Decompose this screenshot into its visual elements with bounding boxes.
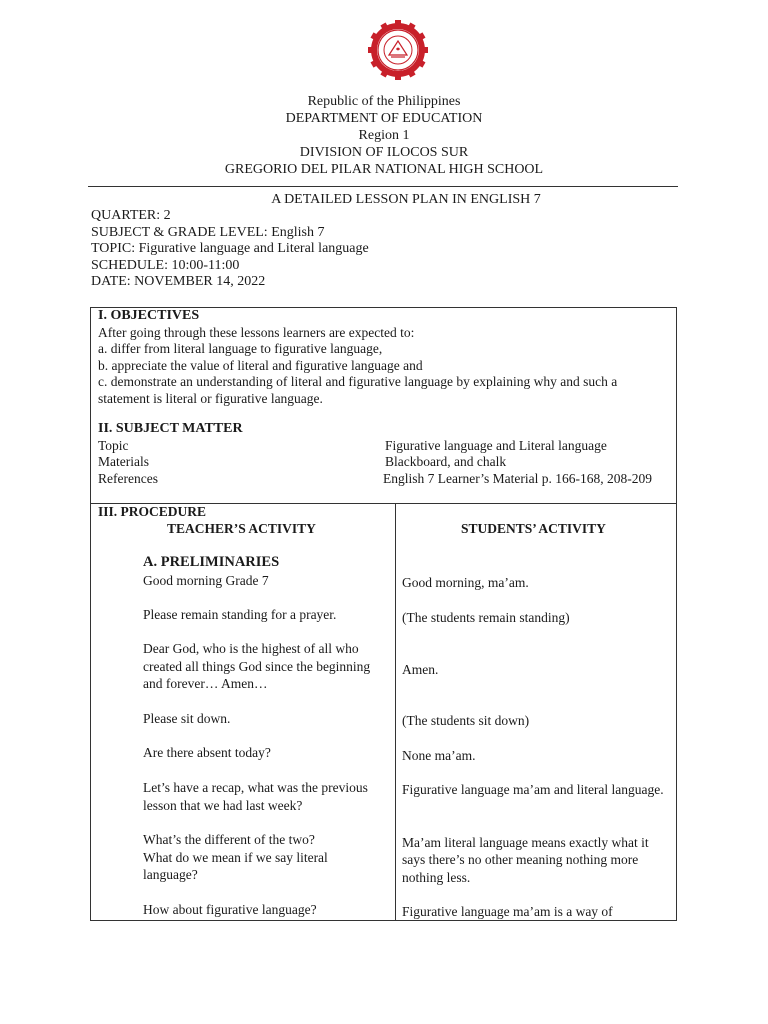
plan-title: A DETAILED LESSON PLAN IN ENGLISH 7 [271, 192, 541, 207]
teacher-line: Dear God, who is the highest of all who [143, 641, 359, 656]
procedure-box [90, 503, 677, 921]
lesson-meta [91, 208, 369, 291]
subject-matter-value: Figurative language and Literal language [385, 437, 607, 453]
teacher-line: and forever… Amen… [143, 676, 268, 691]
subject-matter-key: Materials [98, 454, 149, 469]
student-line: says there’s no other meaning nothing more [402, 852, 639, 867]
student-line: Figurative language ma’am and literal language. [402, 782, 664, 797]
student-line: (The students remain standing) [402, 610, 570, 625]
teacher-line: Are there absent today? [143, 745, 271, 760]
header-region: Region 1 [358, 128, 410, 143]
subject-matter-key: References [98, 470, 158, 486]
header-divider [88, 186, 678, 187]
teacher-line: Please sit down. [143, 711, 231, 726]
procedure-heading: III. PROCEDURE [98, 504, 207, 519]
meta-subject: SUBJECT & GRADE LEVEL: English 7 [91, 224, 325, 240]
teacher-line: language? [143, 867, 198, 882]
header-country: Republic of the Philippines [307, 94, 461, 109]
teacher-line: What do we mean if we say literal [143, 850, 328, 865]
header-department: DEPARTMENT OF EDUCATION [285, 111, 483, 126]
subject-matter-heading: II. SUBJECT MATTER [98, 421, 243, 436]
teacher-line: How about figurative language? [143, 902, 317, 917]
student-line: (The students sit down) [402, 713, 530, 728]
column-divider [395, 503, 396, 920]
student-line: Good morning, ma’am. [402, 575, 529, 590]
subject-matter-row [98, 454, 673, 471]
header-school: GREGORIO DEL PILAR NATIONAL HIGH SCHOOL [224, 162, 544, 177]
student-line: Ma’am literal language means exactly what it [402, 835, 649, 850]
subject-matter-row [98, 438, 673, 455]
teacher-line: created all things God since the beginning [143, 659, 371, 674]
meta-date: DATE: NOVEMBER 14, 2022 [91, 274, 266, 289]
subject-matter-key: Topic [98, 437, 129, 453]
objective-c-line1: c. demonstrate an understanding of literal and figurative language by explaining why and such a [98, 374, 618, 389]
subject-matter-value: Blackboard, and chalk [385, 454, 507, 469]
objective-a: a. differ from literal language to figurative language, [98, 341, 383, 356]
school-seal-icon [367, 19, 429, 81]
teacher-activity-header: TEACHER’S ACTIVITY [167, 521, 316, 536]
meta-quarter: QUARTER: 2 [91, 208, 171, 223]
meta-topic: TOPIC: Figurative language and Literal language [91, 241, 369, 256]
objective-c-line2: statement is literal or figurative language. [98, 390, 323, 406]
student-activity-header: STUDENTS’ ACTIVITY [461, 521, 606, 536]
meta-schedule: SCHEDULE: 10:00-11:00 [91, 257, 240, 273]
teacher-line: Please remain standing for a prayer. [143, 607, 337, 622]
header-division: DIVISION OF ILOCOS SUR [299, 145, 469, 160]
subject-matter-value: English 7 Learner’s Material p. 166-168, 208-209 [383, 470, 652, 486]
teacher-line: What’s the different of the two? [143, 832, 315, 847]
student-line: Figurative language ma’am is a way of [402, 904, 613, 919]
document-header [0, 93, 768, 178]
student-line: Amen. [402, 662, 439, 677]
student-line: nothing less. [402, 870, 471, 885]
preliminaries-heading: A. PRELIMINARIES [143, 554, 280, 570]
teacher-line: Good morning Grade 7 [143, 573, 269, 588]
objectives-heading: I. OBJECTIVES [98, 308, 200, 323]
teacher-line: Let’s have a recap, what was the previous [143, 780, 368, 795]
objective-b: b. appreciate the value of literal and figurative language and [98, 357, 423, 373]
objectives-box [90, 307, 677, 504]
student-line: None ma’am. [402, 748, 476, 763]
subject-matter-row [98, 471, 673, 488]
teacher-line: lesson that we had last week? [143, 798, 303, 813]
objectives-intro: After going through these lessons learners are expected to: [98, 324, 415, 340]
